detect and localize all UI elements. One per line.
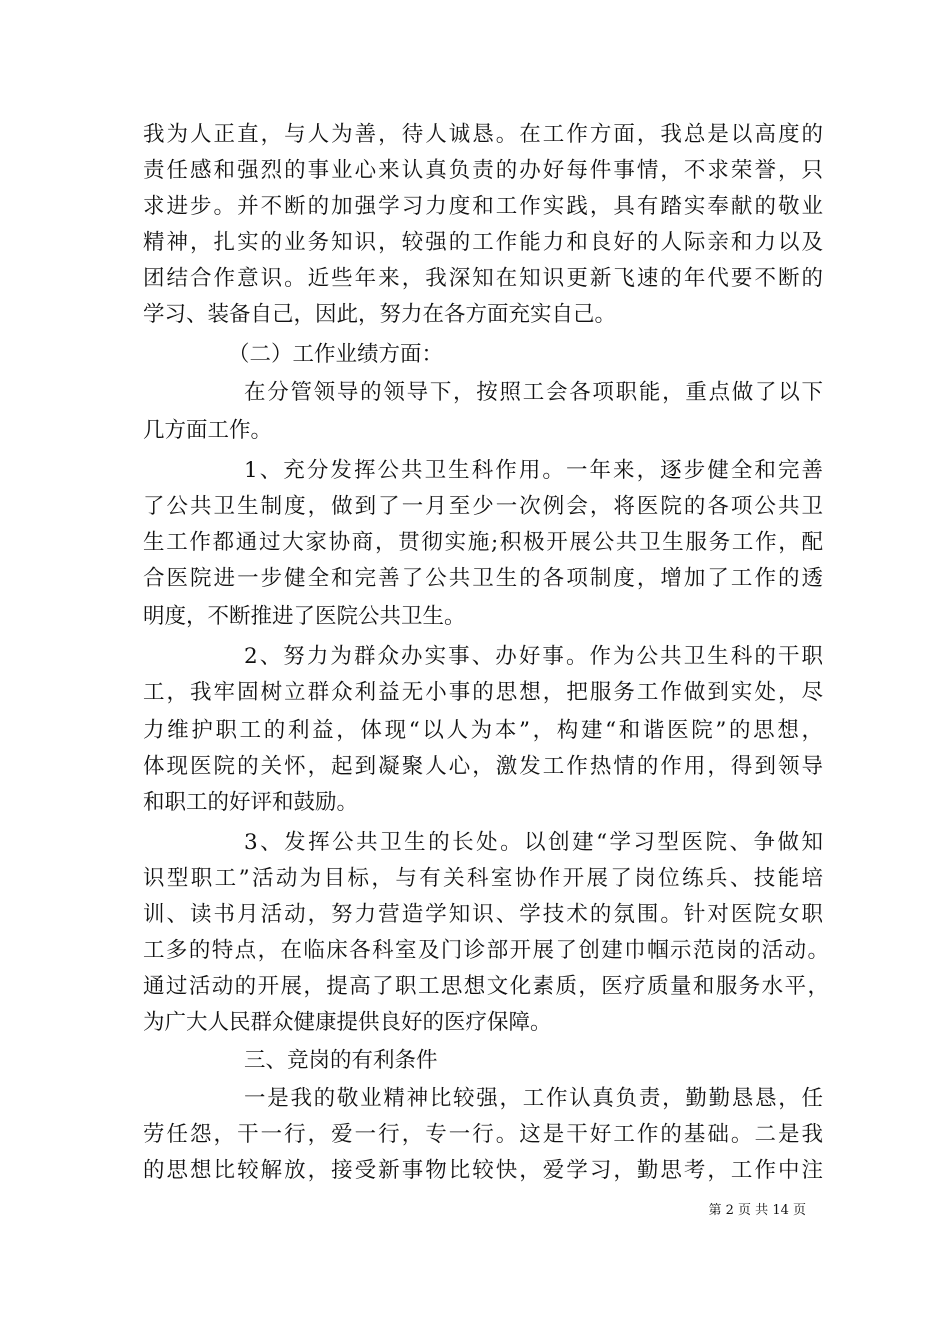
text-line: 工多的特点，在临床各科室及门诊部开展了创建巾帼示范岗的活动。: [143, 938, 829, 963]
text-line: 通过活动的开展，提高了职工思想文化素质，医疗质量和服务水平，: [143, 974, 829, 999]
text-line: 1、充分发挥公共卫生科作用。一年来，逐步健全和完善: [244, 458, 823, 483]
text-line: 团结合作意识。近些年来，我深知在知识更新飞速的年代要不断的: [143, 266, 823, 291]
text-line: 和职工的好评和鼓励。: [143, 790, 359, 815]
text-line: 为广大人民群众健康提供良好的医疗保障。: [143, 1010, 552, 1035]
text-line: 的思想比较解放，接受新事物比较快，爱学习，勤思考，工作中注: [143, 1158, 823, 1183]
text-line: 我为人正直，与人为善，待人诚恳。在工作方面，我总是以高度的: [143, 122, 823, 147]
text-line: 精神，扎实的业务知识，较强的工作能力和良好的人际亲和力以及: [143, 230, 823, 255]
text-line: 力维护职工的利益，体现“以人为本”，构建“和谐医院”的思想，: [143, 718, 823, 743]
text-line: 3、发挥公共卫生的长处。以创建“学习型医院、争做知: [244, 830, 823, 855]
text-line: 合医院进一步健全和完善了公共卫生的各项制度，增加了工作的透: [143, 566, 823, 591]
text-line: 生工作都通过大家协商，贯彻实施;积极开展公共卫生服务工作，配: [143, 530, 823, 555]
section-heading: 三、竞岗的有利条件: [244, 1048, 438, 1073]
page-number: 第 2 页 共 14 页: [708, 1203, 806, 1218]
text-line: 在分管领导的领导下，按照工会各项职能，重点做了以下: [244, 380, 823, 405]
section-heading: （二）工作业绩方面：: [228, 342, 444, 367]
text-line: 工，我牢固树立群众利益无小事的思想，把服务工作做到实处，尽: [143, 680, 823, 705]
text-line: 了公共卫生制度，做到了一月至少一次例会，将医院的各项公共卫: [143, 494, 823, 519]
text-line: 几方面工作。: [143, 418, 273, 443]
text-line: 2、努力为群众办实事、办好事。作为公共卫生科的干职: [244, 644, 823, 669]
text-line: 责任感和强烈的事业心来认真负责的办好每件事情，不求荣誉，只: [143, 158, 823, 183]
text-line: 识型职工”活动为目标，与有关科室协作开展了岗位练兵、技能培: [143, 866, 823, 891]
text-line: 求进步。并不断的加强学习力度和工作实践，具有踏实奉献的敬业: [143, 194, 823, 219]
text-line: 明度，不断推进了医院公共卫生。: [143, 604, 466, 629]
text-line: 体现医院的关怀，起到凝聚人心，激发工作热情的作用，得到领导: [143, 754, 823, 779]
text-line: 训、读书月活动，努力营造学知识、学技术的氛围。针对医院女职: [143, 902, 823, 927]
text-line: 一是我的敬业精神比较强，工作认真负责，勤勤恳恳，任: [244, 1086, 823, 1111]
text-line: 劳任怨，干一行，爱一行，专一行。这是干好工作的基础。二是我: [143, 1122, 823, 1147]
text-line: 学习、装备自己，因此，努力在各方面充实自己。: [143, 302, 617, 327]
